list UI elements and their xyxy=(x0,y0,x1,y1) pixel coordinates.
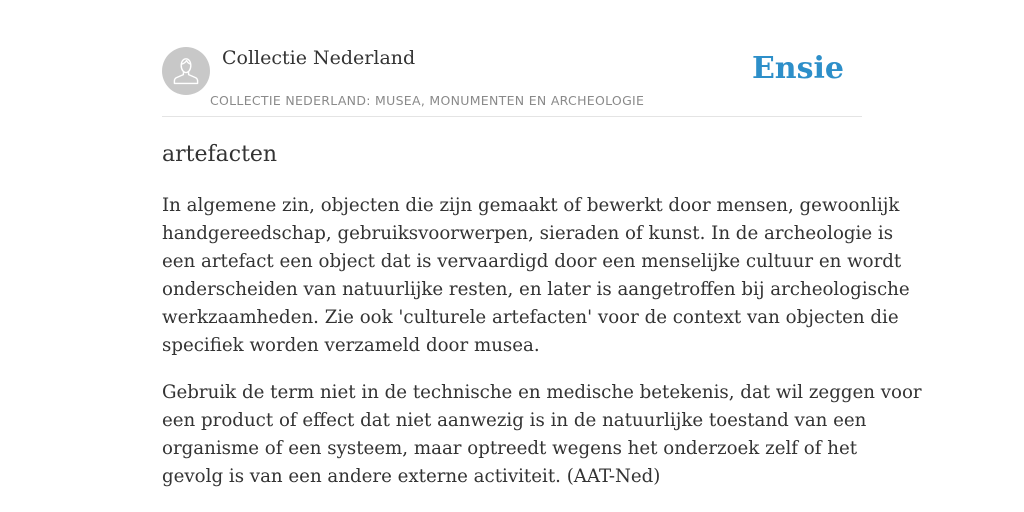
text-line: In algemene zin, objecten die zijn gemaakt of bewerkt door mensen, gewoonlijk xyxy=(162,195,900,216)
text-line: Gebruik de term niet in de technische en medische betekenis, dat wil zeggen voor xyxy=(162,382,922,403)
text-line: een artefact een object dat is vervaardigd door een menselijke cultuur en wordt xyxy=(162,251,902,272)
definition-paragraph xyxy=(162,192,910,360)
source-label: COLLECTIE NEDERLAND: MUSEA, MONUMENTEN EN ARCHEOLOGIE xyxy=(210,93,645,108)
author-name-link[interactable]: Collectie Nederland xyxy=(222,47,416,69)
text-line: handgereedschap, gebruiksvoorwerpen, sieraden of kunst. In de archeologie is xyxy=(162,223,894,244)
entry-title: artefacten xyxy=(162,142,278,167)
user-silhouette-icon xyxy=(162,47,210,95)
text-line: specifiek worden verzameld door musea. xyxy=(162,335,540,356)
text-line: organisme of een systeem, maar optreedt wegens het onderzoek zelf of het xyxy=(162,438,858,459)
definition-page xyxy=(162,0,922,487)
text-line: werkzaamheden. Zie ook 'culturele artefacten' voor de context van objecten die xyxy=(162,307,899,328)
text-line: gevolg is van een andere externe activiteit. (AAT-Ned) xyxy=(162,466,661,487)
entry-definition xyxy=(162,192,922,510)
ensie-logo[interactable]: Ensie xyxy=(751,51,844,86)
text-line: onderscheiden van natuurlijke resten, en later is aangetroffen bij archeologische xyxy=(162,279,910,300)
text-line: een product of effect dat niet aanwezig is in de natuurlijke toestand van een xyxy=(162,410,867,431)
entry-header xyxy=(162,0,862,117)
author-avatar[interactable] xyxy=(162,47,210,95)
usage-note-paragraph xyxy=(162,379,922,491)
